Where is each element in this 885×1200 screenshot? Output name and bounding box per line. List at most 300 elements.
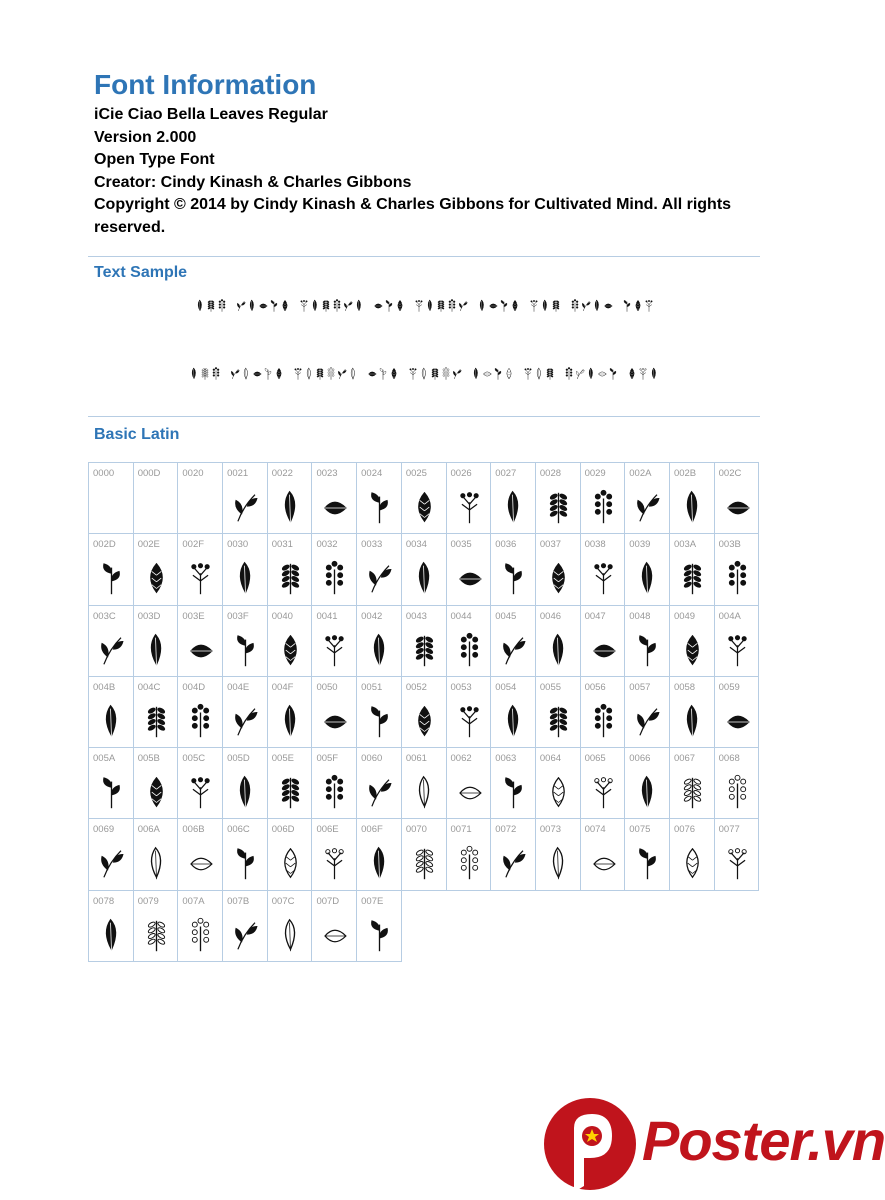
glyph-code: 0038 <box>584 539 606 551</box>
leaf-glyph-icon <box>679 703 706 741</box>
leaf-glyph-icon <box>551 298 561 314</box>
leaf-glyph-icon <box>373 298 383 314</box>
glyph-code: 003F <box>227 610 249 622</box>
leaf-glyph-icon <box>277 845 304 883</box>
glyph-cell <box>625 677 670 748</box>
leaf-glyph-icon <box>277 632 304 670</box>
glyph-code: 000D <box>137 468 161 479</box>
font-name: iCie Ciao Bella Leaves Regular <box>94 106 328 123</box>
glyph-code: 004C <box>137 681 161 693</box>
leaf-glyph-icon <box>500 774 527 812</box>
leaf-glyph-icon <box>241 366 251 382</box>
glyph-code: 0068 <box>718 753 740 765</box>
glyph-code: 0035 <box>450 539 472 551</box>
leaf-glyph-icon <box>252 366 262 382</box>
leaf-glyph-icon <box>592 298 602 314</box>
glyph-cell <box>447 606 492 677</box>
glyph-code: 0020 <box>182 468 204 479</box>
glyph-code: 006C <box>227 824 250 836</box>
leaf-glyph-icon <box>321 917 348 955</box>
leaf-glyph-icon <box>564 366 574 382</box>
leaf-glyph-icon <box>366 560 393 598</box>
glyph-code: 006E <box>316 824 339 836</box>
glyph-cell <box>178 891 223 962</box>
glyph-cell <box>312 606 357 677</box>
glyph-cell <box>536 463 581 534</box>
leaf-glyph-icon <box>98 917 125 955</box>
leaf-glyph-icon <box>590 703 617 741</box>
glyph-cell <box>89 463 134 534</box>
glyph-cell <box>134 819 179 890</box>
leaf-glyph-icon <box>590 560 617 598</box>
glyph-code: 003B <box>718 539 741 551</box>
glyph-code: 003C <box>93 610 116 622</box>
leaf-glyph-icon <box>634 489 661 527</box>
leaf-glyph-icon <box>269 298 279 314</box>
glyph-cell <box>134 677 179 748</box>
leaf-glyph-icon <box>597 366 607 382</box>
leaf-glyph-icon <box>277 774 304 812</box>
glyph-code: 0062 <box>450 753 472 765</box>
leaf-glyph-icon <box>98 560 125 598</box>
glyph-cell <box>223 463 268 534</box>
leaf-glyph-icon <box>187 917 214 955</box>
glyph-cell <box>89 819 134 890</box>
glyph-cell <box>89 677 134 748</box>
glyph-code: 003A <box>673 539 697 551</box>
leaf-glyph-icon <box>389 366 399 382</box>
glyph-code: 006B <box>182 824 205 836</box>
leaf-glyph-icon <box>293 366 303 382</box>
glyph-cell <box>447 748 492 819</box>
leaf-glyph-icon <box>98 703 125 741</box>
glyph-code: 0037 <box>539 539 562 551</box>
leaf-glyph-icon <box>456 845 483 883</box>
glyph-code: 0059 <box>718 681 740 693</box>
glyph-code: 0055 <box>539 681 562 693</box>
glyph-cell <box>581 606 626 677</box>
glyph-code: 0036 <box>495 539 517 551</box>
leaf-glyph-icon <box>321 298 331 314</box>
font-creator: Creator: Cindy Kinash & Charles Gibbons <box>94 173 412 191</box>
font-type: Open Type Font <box>94 151 215 168</box>
glyph-cell <box>715 606 760 677</box>
leaf-glyph-icon <box>649 366 659 382</box>
leaf-glyph-icon <box>590 774 617 812</box>
leaf-glyph-icon <box>500 560 527 598</box>
leaf-glyph-icon <box>378 366 388 382</box>
leaf-glyph-icon <box>603 298 613 314</box>
glyph-code: 0061 <box>405 753 427 765</box>
glyph-cell <box>134 463 179 534</box>
glyph-cell <box>268 819 313 890</box>
glyph-cell <box>357 606 402 677</box>
leaf-glyph-icon <box>310 298 320 314</box>
glyph-code: 0023 <box>316 468 338 479</box>
glyph-code: 0050 <box>316 681 338 693</box>
glyph-cell <box>89 606 134 677</box>
glyph-code: 005E <box>271 753 294 765</box>
glyph-cell <box>357 463 402 534</box>
glyph-cell <box>670 677 715 748</box>
glyph-code: 002A <box>629 468 652 479</box>
glyph-code: 002D <box>93 539 116 551</box>
glyph-cell <box>715 819 760 890</box>
leaf-glyph-icon <box>411 845 438 883</box>
leaf-glyph-icon <box>258 298 268 314</box>
leaf-glyph-icon <box>98 845 125 883</box>
glyph-code: 0022 <box>271 468 293 479</box>
glyph-cell <box>178 606 223 677</box>
glyph-cell <box>536 748 581 819</box>
glyph-code: 005D <box>227 753 250 765</box>
glyph-code: 004A <box>718 610 741 622</box>
leaf-glyph-icon <box>634 632 661 670</box>
font-meta <box>94 104 794 239</box>
glyph-cell <box>89 891 134 962</box>
leaf-glyph-icon <box>545 703 572 741</box>
leaf-glyph-icon <box>274 366 284 382</box>
leaf-glyph-icon <box>143 917 170 955</box>
leaf-glyph-icon <box>411 560 438 598</box>
glyph-cell <box>357 748 402 819</box>
font-version: Version 2.000 <box>94 128 197 146</box>
leaf-glyph-icon <box>493 366 503 382</box>
sample-word <box>299 298 364 314</box>
leaf-glyph-icon <box>366 703 393 741</box>
glyph-code: 0046 <box>539 610 562 622</box>
glyph-code: 006A <box>137 824 160 836</box>
glyph-code: 0078 <box>93 895 115 907</box>
leaf-glyph-icon <box>590 632 617 670</box>
glyph-code: 0070 <box>405 824 427 836</box>
glyph-cell <box>402 819 447 890</box>
leaf-glyph-icon <box>299 298 309 314</box>
glyph-cell <box>357 819 402 890</box>
glyph-code: 0030 <box>227 539 249 551</box>
glyph-code: 0044 <box>450 610 472 622</box>
leaf-glyph-icon <box>384 298 394 314</box>
glyph-cell <box>581 677 626 748</box>
leaf-glyph-icon <box>456 703 483 741</box>
glyph-cell <box>268 606 313 677</box>
leaf-glyph-icon <box>187 845 214 883</box>
glyph-code: 003E <box>182 610 205 622</box>
glyph-cell <box>715 677 760 748</box>
leaf-glyph-icon <box>504 366 514 382</box>
leaf-glyph-icon <box>529 298 539 314</box>
glyph-cell <box>581 463 626 534</box>
sample-word <box>477 298 520 314</box>
leaf-glyph-icon <box>724 703 751 741</box>
leaf-glyph-icon <box>98 774 125 812</box>
glyph-cell <box>447 534 492 605</box>
glyph-code: 005B <box>137 753 160 765</box>
leaf-glyph-icon <box>395 298 405 314</box>
leaf-glyph-icon <box>348 366 358 382</box>
leaf-glyph-icon <box>411 489 438 527</box>
glyph-cell <box>402 606 447 677</box>
leaf-glyph-icon <box>232 703 259 741</box>
leaf-glyph-icon <box>321 489 348 527</box>
glyph-code: 0047 <box>584 610 606 622</box>
sample-line-outline <box>0 366 848 382</box>
leaf-glyph-icon <box>332 298 342 314</box>
sample-word <box>189 366 221 382</box>
glyph-code: 0051 <box>361 681 383 693</box>
glyph-cell <box>268 463 313 534</box>
glyph-cell <box>402 748 447 819</box>
leaf-glyph-icon <box>411 632 438 670</box>
sample-word <box>570 298 613 314</box>
leaf-glyph-icon <box>679 560 706 598</box>
glyph-cell <box>491 748 536 819</box>
sample-word <box>408 366 462 382</box>
glyph-code: 0048 <box>629 610 651 622</box>
leaf-glyph-icon <box>200 366 210 382</box>
sample-word <box>230 366 284 382</box>
glyph-code: 0024 <box>361 468 383 479</box>
glyph-cell <box>625 819 670 890</box>
glyph-cell <box>357 891 402 962</box>
glyph-code: 0058 <box>673 681 696 693</box>
leaf-glyph-icon <box>500 703 527 741</box>
glyph-cell <box>447 819 492 890</box>
glyph-cell <box>312 891 357 962</box>
leaf-glyph-icon <box>477 298 487 314</box>
leaf-glyph-icon <box>458 298 468 314</box>
glyph-code: 004B <box>93 681 116 693</box>
leaf-glyph-icon <box>277 560 304 598</box>
glyph-code: 0028 <box>539 468 562 479</box>
glyph-cell <box>134 606 179 677</box>
leaf-glyph-icon <box>634 845 661 883</box>
leaf-glyph-icon <box>232 917 259 955</box>
leaf-glyph-icon <box>500 632 527 670</box>
leaf-glyph-icon <box>321 774 348 812</box>
leaf-glyph-icon <box>482 366 492 382</box>
glyph-code: 0029 <box>584 468 606 479</box>
glyph-code: 006F <box>361 824 383 836</box>
glyph-cell <box>715 463 760 534</box>
leaf-glyph-icon <box>590 489 617 527</box>
sample-word <box>236 298 290 314</box>
leaf-glyph-icon <box>724 845 751 883</box>
leaf-glyph-icon <box>304 366 314 382</box>
leaf-glyph-icon <box>500 845 527 883</box>
leaf-glyph-icon <box>425 298 435 314</box>
leaf-glyph-icon <box>143 774 170 812</box>
sample-line-filled <box>0 298 848 314</box>
glyph-cell <box>402 534 447 605</box>
glyph-cell <box>402 463 447 534</box>
glyph-cell <box>670 534 715 605</box>
leaf-glyph-icon <box>488 298 498 314</box>
leaf-glyph-icon <box>534 366 544 382</box>
leaf-glyph-icon <box>277 489 304 527</box>
leaf-glyph-icon <box>98 632 125 670</box>
glyph-cell <box>268 748 313 819</box>
glyph-code: 005A <box>93 753 116 765</box>
glyph-cell <box>491 819 536 890</box>
glyph-code: 0026 <box>450 468 472 479</box>
leaf-glyph-icon <box>366 632 393 670</box>
leaf-glyph-icon <box>545 632 572 670</box>
leaf-glyph-icon <box>419 366 429 382</box>
logo-text: Poster.vn <box>642 1109 885 1172</box>
glyph-cell <box>670 463 715 534</box>
leaf-glyph-icon <box>570 298 580 314</box>
leaf-glyph-icon <box>499 298 509 314</box>
leaf-glyph-icon <box>510 298 520 314</box>
glyph-cell <box>223 677 268 748</box>
page-title: Font Information <box>94 69 317 100</box>
leaf-glyph-icon <box>679 632 706 670</box>
glyph-cell <box>536 819 581 890</box>
leaf-glyph-icon <box>724 489 751 527</box>
glyph-code: 003D <box>137 610 161 622</box>
glyph-code: 0072 <box>495 824 517 836</box>
glyph-cell <box>223 748 268 819</box>
glyph-code: 002C <box>718 468 742 479</box>
leaf-glyph-icon <box>633 298 643 314</box>
glyph-code: 004F <box>271 681 294 693</box>
leaf-glyph-icon <box>321 703 348 741</box>
leaf-glyph-icon <box>545 489 572 527</box>
glyph-cell <box>178 819 223 890</box>
leaf-glyph-icon <box>581 298 591 314</box>
glyph-cell <box>268 891 313 962</box>
leaf-glyph-icon <box>679 774 706 812</box>
leaf-glyph-icon <box>500 489 527 527</box>
leaf-glyph-icon <box>206 298 216 314</box>
leaf-glyph-icon <box>217 298 227 314</box>
glyph-cell <box>491 534 536 605</box>
glyph-cell <box>178 677 223 748</box>
glyph-code: 002E <box>137 539 160 551</box>
glyph-code: 0043 <box>405 610 427 622</box>
leaf-glyph-icon <box>366 917 393 955</box>
glyph-code: 0053 <box>450 681 472 693</box>
leaf-glyph-icon <box>230 366 240 382</box>
leaf-glyph-icon <box>232 632 259 670</box>
sample-word <box>367 366 399 382</box>
leaf-glyph-icon <box>724 774 751 812</box>
divider <box>88 416 760 417</box>
glyph-code: 0025 <box>405 468 427 479</box>
glyph-cell <box>625 748 670 819</box>
leaf-glyph-icon <box>277 917 304 955</box>
leaf-glyph-icon <box>232 845 259 883</box>
glyph-cell <box>223 819 268 890</box>
leaf-glyph-icon <box>195 298 205 314</box>
leaf-glyph-icon <box>456 632 483 670</box>
glyph-code: 0063 <box>495 753 517 765</box>
leaf-glyph-icon <box>540 298 550 314</box>
leaf-glyph-icon <box>367 366 377 382</box>
glyph-cell <box>89 534 134 605</box>
leaf-glyph-icon <box>622 298 632 314</box>
glyph-cell <box>581 534 626 605</box>
leaf-glyph-icon <box>189 366 199 382</box>
leaf-glyph-icon <box>326 366 336 382</box>
leaf-glyph-icon <box>411 774 438 812</box>
glyph-cell <box>357 677 402 748</box>
sample-word <box>471 366 514 382</box>
glyph-cell <box>312 463 357 534</box>
glyph-cell <box>312 677 357 748</box>
glyph-code: 0042 <box>361 610 383 622</box>
leaf-glyph-icon <box>343 298 353 314</box>
glyph-code: 0039 <box>629 539 651 551</box>
glyph-code: 007B <box>227 895 250 907</box>
leaf-glyph-icon <box>236 298 246 314</box>
leaf-glyph-icon <box>143 632 170 670</box>
leaf-glyph-icon <box>545 560 572 598</box>
glyph-cell <box>312 534 357 605</box>
leaf-glyph-icon <box>354 298 364 314</box>
glyph-code: 006D <box>271 824 295 836</box>
glyph-code: 0075 <box>629 824 651 836</box>
glyph-cell <box>491 677 536 748</box>
sample-word <box>622 298 654 314</box>
glyph-cell <box>670 606 715 677</box>
glyph-cell <box>715 534 760 605</box>
glyph-cell <box>312 819 357 890</box>
glyph-code: 0076 <box>673 824 696 836</box>
glyph-code: 005F <box>316 753 339 765</box>
leaf-glyph-icon <box>447 298 457 314</box>
glyph-code: 004D <box>182 681 206 693</box>
glyph-code: 0032 <box>316 539 338 551</box>
glyph-cell <box>670 748 715 819</box>
glyph-cell <box>581 819 626 890</box>
glyph-cell <box>625 606 670 677</box>
glyph-code: 0049 <box>673 610 696 622</box>
glyph-code: 0069 <box>93 824 115 836</box>
glyph-cell <box>223 534 268 605</box>
leaf-glyph-icon <box>456 774 483 812</box>
leaf-glyph-icon <box>232 774 259 812</box>
leaf-glyph-icon <box>143 703 170 741</box>
glyph-code: 0040 <box>271 610 293 622</box>
leaf-glyph-icon <box>471 366 481 382</box>
glyph-grid <box>88 462 759 962</box>
leaf-glyph-icon <box>187 560 214 598</box>
glyph-cell <box>715 748 760 819</box>
glyph-code: 0021 <box>227 468 249 479</box>
leaf-glyph-icon <box>456 489 483 527</box>
glyph-code: 0065 <box>584 753 606 765</box>
leaf-glyph-icon <box>411 703 438 741</box>
glyph-code: 0073 <box>539 824 562 836</box>
sample-word <box>529 298 561 314</box>
leaf-glyph-icon <box>232 489 259 527</box>
glyph-cell <box>581 748 626 819</box>
glyph-code: 0027 <box>495 468 517 479</box>
glyph-cell <box>491 463 536 534</box>
sample-word <box>564 366 618 382</box>
glyph-code: 002F <box>182 539 205 551</box>
glyph-code: 0071 <box>450 824 472 836</box>
leaf-glyph-icon <box>414 298 424 314</box>
glyph-cell <box>178 534 223 605</box>
glyph-code: 0052 <box>405 681 427 693</box>
glyph-code: 004E <box>227 681 250 693</box>
leaf-glyph-icon <box>187 774 214 812</box>
leaf-glyph-icon <box>634 774 661 812</box>
leaf-glyph-icon <box>366 774 393 812</box>
